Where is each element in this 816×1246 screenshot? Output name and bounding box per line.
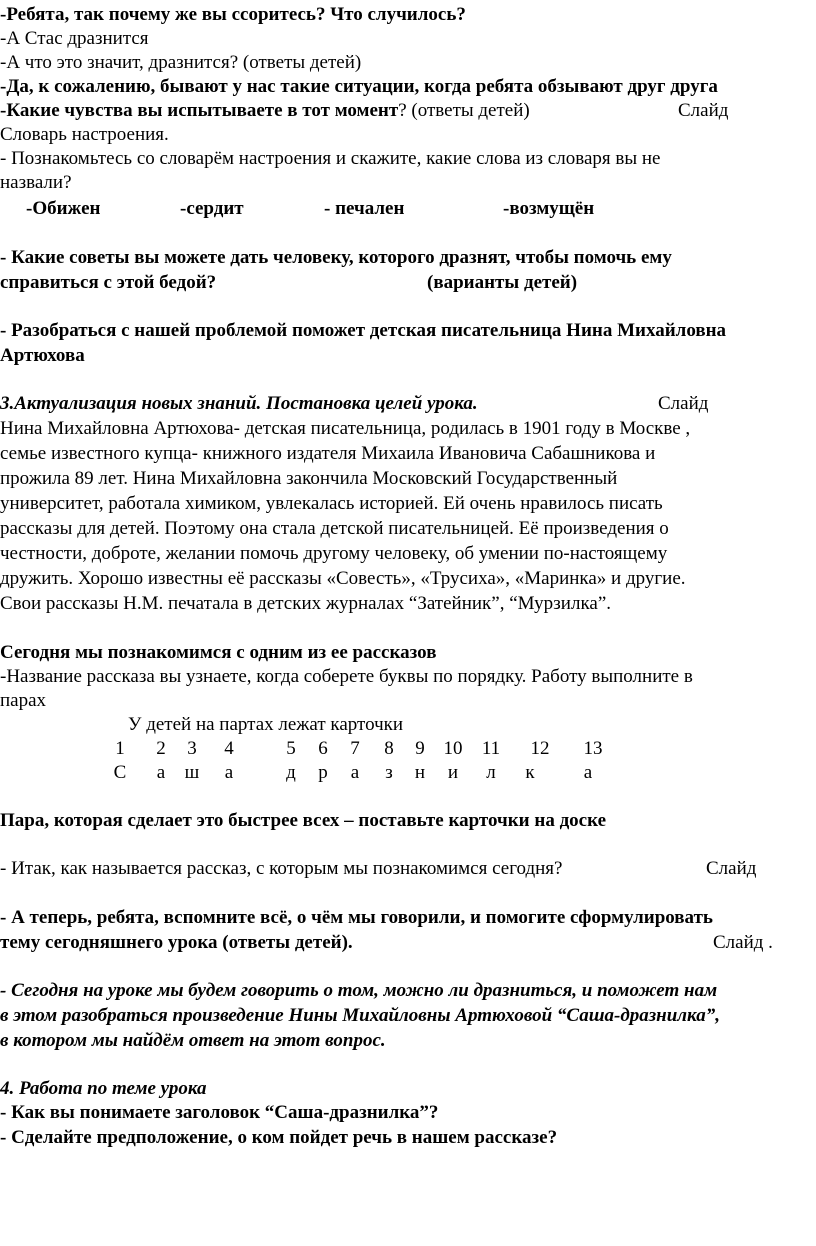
biography-line: Свои рассказы Н.М. печатала в детских журналах “Затейник”, “Мурзилка”.: [0, 593, 612, 614]
card-letter: н: [414, 762, 426, 783]
biography-line: дружить. Хорошо известны её рассказы «Совесть», «Трусиха», «Маринка» и другие.: [0, 568, 686, 589]
writer-intro-cont: Артюхова: [0, 345, 85, 366]
biography-line: рассказы для детей. Поэтому она стала детской писательницей. Её произведения о: [0, 518, 669, 539]
slide-label: Слайд: [658, 393, 709, 414]
question-feelings-bold: -Какие чувства вы испытываете в тот момент: [0, 100, 399, 121]
card-letter: к: [525, 762, 535, 783]
card-number: 13: [583, 738, 603, 759]
card-letter: и: [447, 762, 459, 783]
slide-label: Слайд: [678, 100, 729, 121]
mood-word: -возмущён: [503, 198, 595, 219]
card-number: 4: [224, 738, 234, 759]
question-feelings: [0, 99, 530, 123]
question-meaning: -А что это значит, дразнится? (ответы детей): [0, 52, 362, 73]
biography-line: честности, доброте, желании помочь другому человеку, об умении по-настоящему: [0, 543, 668, 564]
question-advice-cont: справиться с этой бедой?: [0, 272, 217, 293]
card-number: 2: [156, 738, 166, 759]
card-number: 10: [443, 738, 463, 759]
slide-label: Слайд .: [713, 932, 773, 953]
card-letter: а: [224, 762, 234, 783]
mood-word: - печален: [324, 198, 405, 219]
question-quarrel: -Ребята, так почему же вы ссоритесь? Что случилось?: [0, 4, 466, 25]
answer-stas: -А Стас дразнится: [0, 28, 149, 49]
formulate-topic: - А теперь, ребята, вспомните всё, о чём мы говорили, и помогите сформулировать: [0, 907, 713, 928]
task-instruction: -Название рассказа вы узнаете, когда соберете буквы по порядку. Работу выполните в: [0, 666, 693, 687]
pair-task: Пара, которая сделает это быстрее всех – поставьте карточки на доске: [0, 810, 607, 831]
biography-line: семье известного купца- книжного издателя Михаила Ивановича Сабашникова и: [0, 443, 656, 464]
card-letter: л: [486, 762, 496, 783]
question-feelings-rest: ? (ответы детей): [398, 100, 530, 121]
story-intro: Сегодня мы познакомимся с одним из ее рассказов: [0, 642, 437, 663]
writer-intro: - Разобраться с нашей проблемой поможет детская писательница Нина Михайловна: [0, 320, 727, 341]
statement-situations: -Да, к сожалению, бывают у нас такие ситуации, когда ребята обзывают друг друга: [0, 76, 718, 97]
card-number: 5: [286, 738, 296, 759]
mood-dictionary-instruction: - Познакомьтесь со словарём настроения и скажите, какие слова из словаря вы не: [0, 148, 661, 169]
question-title-meaning: - Как вы понимаете заголовок “Саша-дразнилка”?: [0, 1102, 439, 1123]
card-letter: ш: [184, 762, 200, 783]
mood-word: -Обижен: [26, 198, 101, 219]
lesson-topic-cont: в этом разобраться произведение Нины Михайловны Артюховой “Саша-дразнилка”,: [0, 1005, 720, 1026]
biography-line: прожила 89 лет. Нина Михайловна закончила Московский Государственный: [0, 468, 618, 489]
task-instruction-cont: парах: [0, 690, 47, 711]
card-letter: С: [113, 762, 127, 783]
card-letter: з: [385, 762, 393, 783]
card-number: 9: [415, 738, 425, 759]
lesson-topic: - Сегодня на уроке мы будем говорить о том, можно ли дразниться, и поможет нам: [0, 980, 718, 1001]
formulate-topic-cont: тему сегодняшнего урока (ответы детей).: [0, 932, 353, 953]
card-letter: д: [286, 762, 296, 783]
card-number: 11: [481, 738, 501, 759]
card-letter: а: [156, 762, 166, 783]
question-assumption: - Сделайте предположение, о ком пойдет речь в нашем рассказе?: [0, 1127, 558, 1148]
card-number: 6: [318, 738, 328, 759]
question-story-title: - Итак, как называется рассказ, с которым мы познакомимся сегодня?: [0, 858, 563, 879]
slide-label: Слайд: [706, 858, 757, 879]
cards-note: У детей на партах лежат карточки: [128, 714, 404, 735]
question-advice: - Какие советы вы можете дать человеку, которого дразнят, чтобы помочь ему: [0, 247, 672, 268]
lesson-topic-end: в котором мы найдём ответ на этот вопрос.: [0, 1030, 386, 1051]
advice-variants: (варианты детей): [427, 272, 578, 293]
biography-line: университет, работала химиком, увлекалась историей. Ей очень нравилось писать: [0, 493, 663, 514]
mood-word: -сердит: [180, 198, 244, 219]
card-letter: а: [350, 762, 360, 783]
mood-dictionary-title: Словарь настроения.: [0, 124, 169, 145]
card-number: 3: [187, 738, 197, 759]
mood-dictionary-instruction-cont: назвали?: [0, 172, 72, 193]
biography-line: Нина Михайловна Артюхова- детская писательница, родилась в 1901 году в Москве ,: [0, 418, 691, 439]
card-number: 12: [530, 738, 550, 759]
section-3-heading: 3.Актуализация новых знаний. Постановка целей урока.: [0, 393, 478, 414]
card-number: 1: [115, 738, 125, 759]
card-letter: р: [318, 762, 328, 783]
card-letter: а: [583, 762, 593, 783]
card-number: 7: [350, 738, 360, 759]
card-number: 8: [384, 738, 394, 759]
section-4-heading: 4. Работа по теме урока: [0, 1078, 207, 1099]
